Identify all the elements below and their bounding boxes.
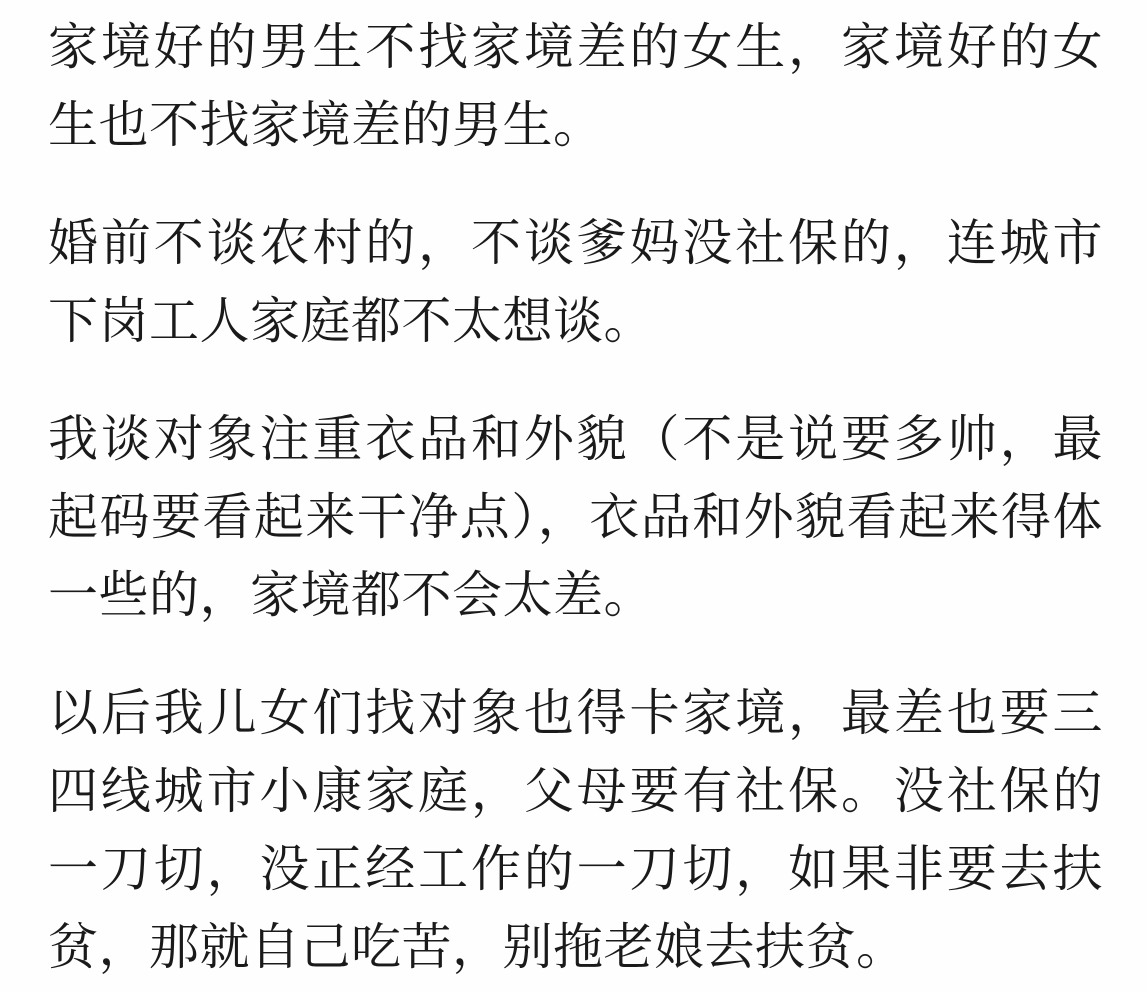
paragraph-1: 家境好的男生不找家境差的女生，家境好的女生也不找家境差的男生。 bbox=[48, 19, 1103, 153]
paragraph-2: 婚前不谈农村的，不谈爹妈没社保的，连城市下岗工人家庭都不太想谈。 bbox=[48, 215, 1103, 349]
paragraph-4: 以后我儿女们找对象也得卡家境，最差也要三四线城市小康家庭，父母要有社保。没社保的一刀切，没正经工作的一刀切，如果非要去扶贫，那就自己吃苦，别拖老娘去扶贫。 bbox=[48, 685, 1103, 975]
paragraph-3: 我谈对象注重衣品和外貌（不是说要多帅，最起码要看起来干净点），衣品和外貌看起来得体一些的，家境都不会太差。 bbox=[48, 411, 1103, 623]
